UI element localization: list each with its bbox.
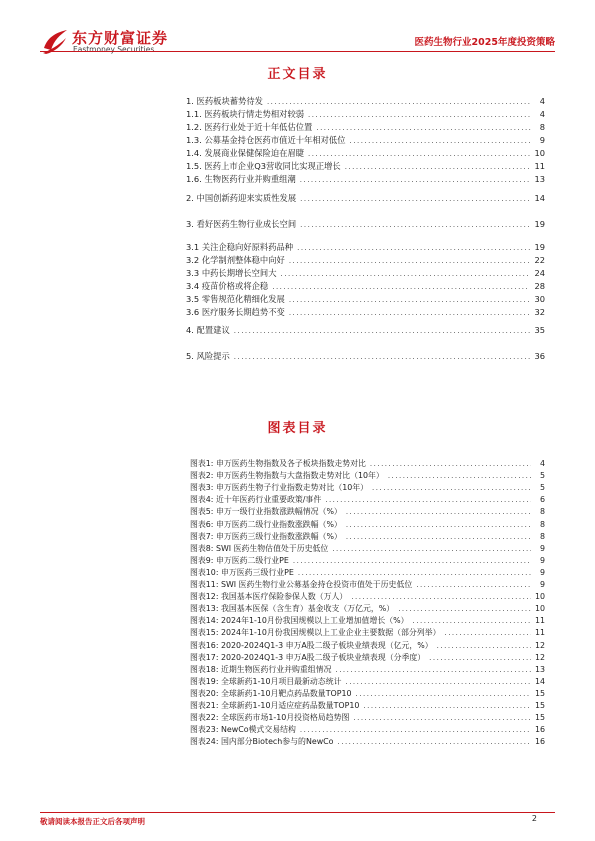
toc-entry[interactable] — [186, 324, 545, 336]
figure-entry-label: 图表12: 我国基本医疗保险参保人数（万人） — [190, 592, 348, 602]
figure-entry-page: 15 — [534, 688, 545, 698]
figure-entry[interactable] — [190, 531, 545, 542]
toc-title: 正文目录 — [267, 67, 328, 82]
toc-entry[interactable] — [186, 218, 545, 230]
figure-entry-label: 图表18: 近期生物医药行业并购重组情况 — [190, 664, 332, 674]
toc-entry[interactable] — [186, 173, 545, 185]
figure-entry-label: 图表8: SWI 医药生物估值处于历史低位 — [190, 543, 329, 553]
figure-entry-page: 16 — [534, 725, 545, 735]
figure-entry[interactable] — [190, 579, 545, 590]
toc-entry-label: 3.5 零售规范化精细化发展 — [186, 294, 285, 304]
dot-leader — [346, 521, 531, 529]
figures-title: 图表目录 — [267, 421, 328, 436]
logo-english-name: Eastmoney Securities — [73, 45, 155, 54]
toc-entry[interactable] — [186, 241, 545, 253]
dot-leader — [351, 593, 531, 601]
toc-entry-page: 19 — [534, 242, 545, 252]
figure-entry[interactable] — [190, 567, 545, 578]
toc-entry[interactable] — [186, 108, 545, 120]
toc-entry-page: 4 — [539, 96, 545, 106]
dot-leader — [234, 353, 531, 361]
toc-entry-label: 1.2. 医药行业处于近十年低估位置 — [186, 122, 313, 132]
footer-divider — [40, 812, 555, 813]
figure-entry-page: 14 — [534, 676, 545, 686]
figure-entry[interactable] — [190, 712, 545, 723]
dot-leader — [350, 137, 531, 145]
dot-leader — [298, 569, 531, 577]
figure-entry[interactable] — [190, 664, 545, 675]
toc-entry-page: 8 — [539, 122, 545, 132]
dot-leader — [356, 690, 531, 698]
toc-entry-page: 10 — [534, 148, 545, 158]
figure-entry[interactable] — [190, 482, 545, 493]
dot-leader — [332, 545, 531, 553]
dot-leader — [335, 666, 530, 674]
figure-entry-label: 图表4: 近十年医药行业重要政策/事件 — [190, 495, 322, 505]
figure-entry[interactable] — [190, 652, 545, 663]
figure-entry[interactable] — [190, 700, 545, 711]
figure-entry-label: 图表11: SWI 医药生物行业公募基金持仓投资市值处于历史低位 — [190, 580, 413, 589]
figure-entry-label: 图表7: 申万医药三级行业指数涨跌幅（%） — [190, 531, 342, 541]
toc-entry-label: 1.6. 生物医药行业并购重组潮 — [186, 174, 296, 184]
dot-leader — [281, 270, 531, 278]
figure-entry-label: 图表16: 2020-2024Q1-3 申万A股二级子板块业绩表现（亿元，%） — [190, 640, 433, 650]
dot-leader — [300, 221, 530, 229]
figure-entry[interactable] — [190, 615, 545, 626]
figure-entry[interactable] — [190, 627, 545, 638]
toc-entry-page: 35 — [534, 325, 545, 335]
figure-entry-page: 10 — [534, 604, 545, 614]
report-title: 医药生物行业2025年度投资策略 — [414, 37, 555, 48]
figure-entry-label: 图表3: 申万医药生物子行业指数走势对比（10年） — [190, 483, 369, 493]
figure-entry-label: 图表20: 全球新药1-10月靶点药品数量TOP10 — [190, 688, 352, 698]
figure-entry-page: 6 — [539, 495, 545, 505]
figure-entry-label: 图表24: 国内部分Biotech参与的NewCo — [190, 737, 334, 747]
figure-entry-label: 图表22: 全球医药市场1-10月投资格局趋势图 — [190, 713, 350, 723]
figure-entry[interactable] — [190, 724, 545, 735]
dot-leader — [289, 257, 531, 265]
dot-leader — [372, 484, 531, 492]
toc-entry-label: 3.1 关注企稳向好原料药品种 — [186, 242, 294, 252]
figure-entry-page: 9 — [539, 555, 545, 565]
figure-entry-page: 10 — [534, 592, 545, 602]
toc-entry-page: 14 — [534, 193, 545, 203]
figure-entry-page: 9 — [539, 580, 545, 589]
toc-entry-page: 13 — [534, 174, 545, 184]
dot-leader — [346, 508, 531, 516]
dot-leader — [370, 460, 531, 468]
dot-leader — [300, 195, 530, 203]
toc-entry-label: 2. 中国创新药迎来实质性发展 — [186, 193, 297, 203]
toc-entry-label: 1.4. 发展商业保健保险迫在眉睫 — [186, 148, 305, 158]
dot-leader — [353, 714, 531, 722]
figure-entry[interactable] — [190, 591, 545, 602]
toc-entry-label: 3.2 化学制剂整体稳中向好 — [186, 255, 285, 265]
toc-entry-label: 1.3. 公募基金持仓医药市值近十年相对低位 — [186, 135, 346, 145]
figure-entry-page: 11 — [534, 616, 545, 626]
dot-leader — [398, 605, 531, 613]
figure-entry-label: 图表10: 申万医药三级行业PE — [190, 567, 294, 577]
dot-leader — [234, 327, 531, 335]
figure-entry-label: 图表2: 申万医药生物指数与大盘指数走势对比（10年） — [190, 471, 384, 481]
dot-leader — [363, 702, 531, 710]
figure-entry-label: 图表14: 2024年1-10月份我国规模以上工业增加值增长（%） — [190, 616, 409, 626]
toc-entry[interactable] — [186, 134, 545, 146]
figure-entry[interactable] — [190, 603, 545, 614]
figure-entry-page: 5 — [539, 471, 545, 481]
figure-entry-page: 12 — [534, 640, 545, 650]
toc-entry[interactable] — [186, 95, 545, 107]
header-divider — [40, 51, 555, 52]
toc-entry-label: 4. 配置建议 — [186, 325, 230, 335]
figure-entry-page: 9 — [539, 543, 545, 553]
toc-entry[interactable] — [186, 293, 545, 305]
figure-entry[interactable] — [190, 506, 545, 517]
figure-entry-label: 图表17: 2020-2024Q1-3 申万A股二级子板块业绩表现（分季度） — [190, 652, 426, 662]
page-number: 2 — [531, 814, 537, 823]
dot-leader — [293, 557, 531, 565]
toc-entry-page: 4 — [539, 109, 545, 119]
dot-leader — [300, 726, 531, 734]
dot-leader — [345, 163, 531, 171]
figure-entry[interactable] — [190, 519, 545, 530]
toc-entry-page: 22 — [534, 255, 545, 265]
figure-entry[interactable] — [190, 494, 545, 505]
figure-entry[interactable] — [190, 688, 545, 699]
page-header — [0, 0, 595, 60]
toc-entry[interactable] — [186, 254, 545, 266]
figure-entry-label: 图表6: 申万医药二级行业指数涨跌幅（%） — [190, 519, 342, 529]
toc-entry-page: 28 — [534, 281, 545, 291]
toc-entry[interactable] — [186, 121, 545, 133]
toc-entry[interactable] — [186, 280, 545, 292]
dot-leader — [267, 98, 531, 106]
logo-chinese-name: 东方财富证券 — [72, 29, 169, 47]
dot-leader — [308, 150, 530, 158]
toc-entry[interactable] — [186, 192, 545, 204]
figure-entry[interactable] — [190, 640, 545, 651]
figure-entry[interactable] — [190, 736, 545, 747]
dot-leader — [289, 309, 531, 317]
dot-leader — [316, 124, 531, 132]
toc-entry[interactable] — [186, 267, 545, 279]
company-logo — [40, 26, 230, 60]
toc-entry-label: 3.3 中药长期增长空间大 — [186, 268, 277, 278]
dot-leader — [416, 581, 531, 589]
figure-entry-page: 8 — [539, 507, 545, 517]
figure-entry-page: 12 — [534, 652, 545, 662]
figure-entry-page: 15 — [534, 701, 545, 710]
toc-entry-page: 32 — [534, 307, 545, 317]
dot-leader — [388, 472, 531, 480]
toc-entry-label: 1. 医药板块蓄势待发 — [186, 96, 263, 106]
toc-entry-label: 1.5. 医药上市企业Q3营收同比实现正增长 — [186, 161, 341, 171]
toc-entry-label: 5. 风险提示 — [186, 351, 230, 361]
figure-entry-page: 8 — [539, 519, 545, 529]
toc-entry[interactable] — [186, 147, 545, 159]
toc-entry-page: 36 — [534, 351, 545, 361]
figure-entry-page: 13 — [534, 664, 545, 674]
toc-entry-label: 3. 看好医药生物行业成长空间 — [186, 219, 297, 229]
toc-entry-page: 11 — [534, 161, 545, 171]
dot-leader — [297, 244, 530, 252]
dot-leader — [413, 617, 531, 625]
figure-entry[interactable] — [190, 543, 545, 554]
dot-leader — [289, 296, 531, 304]
toc-entry-page: 24 — [534, 268, 545, 278]
figure-entry-label: 图表15: 2024年1-10月份我国规模以上工业企业主要数据（部分列举） — [190, 628, 441, 638]
dot-leader — [345, 678, 530, 686]
figure-entry-page: 8 — [539, 531, 545, 541]
figure-entry-label: 图表19: 全球新药1-10月项目最新动态统计 — [190, 676, 342, 686]
toc-entry[interactable] — [186, 160, 545, 172]
toc-entry[interactable] — [186, 306, 545, 318]
figure-entry[interactable] — [190, 458, 545, 469]
dot-leader — [444, 629, 530, 637]
toc-entry-label: 3.4 疫苗价格或将企稳 — [186, 281, 269, 291]
dot-leader — [300, 176, 531, 184]
figure-entry[interactable] — [190, 470, 545, 481]
figure-entry-page: 9 — [539, 567, 545, 577]
dot-leader — [429, 654, 531, 662]
dot-leader — [308, 111, 531, 119]
dot-leader — [437, 642, 531, 650]
toc-entry-page: 9 — [539, 135, 545, 145]
toc-entry-page: 19 — [534, 219, 545, 229]
toc-entry-page: 30 — [534, 294, 545, 304]
disclaimer-note: 敬请阅读本报告正文后各项声明 — [40, 817, 145, 826]
figure-entry-label: 图表5: 申万一级行业指数涨跌幅情况（%） — [190, 507, 342, 517]
dot-leader — [272, 283, 530, 291]
figure-entry-label: 图表1: 申万医药生物指数及各子板块指数走势对比 — [190, 459, 366, 468]
figure-entry-page: 5 — [539, 483, 545, 493]
dot-leader — [325, 496, 531, 504]
figure-entry-page: 16 — [534, 737, 545, 747]
figure-entry-label: 图表23: NewCo模式交易结构 — [190, 725, 296, 735]
figure-entry-label: 图表21: 全球新药1-10月适应症药品数量TOP10 — [190, 701, 360, 710]
figure-entry[interactable] — [190, 676, 545, 687]
toc-entry[interactable] — [186, 350, 545, 362]
toc-entry-label: 1.1. 医药板块行情走势相对较弱 — [186, 109, 305, 119]
toc-entry-label: 3.6 医疗服务长期趋势不变 — [186, 307, 285, 317]
figure-entry-page: 15 — [534, 713, 545, 723]
figure-entry-label: 图表9: 申万医药二级行业PE — [190, 555, 289, 565]
figure-entry-page: 4 — [539, 459, 545, 468]
dot-leader — [338, 738, 531, 746]
figure-entry[interactable] — [190, 555, 545, 566]
figure-entry-page: 11 — [534, 628, 545, 638]
dot-leader — [346, 533, 531, 541]
figure-entry-label: 图表13: 我国基本医保（含生育）基金收支（万亿元，%） — [190, 604, 395, 614]
